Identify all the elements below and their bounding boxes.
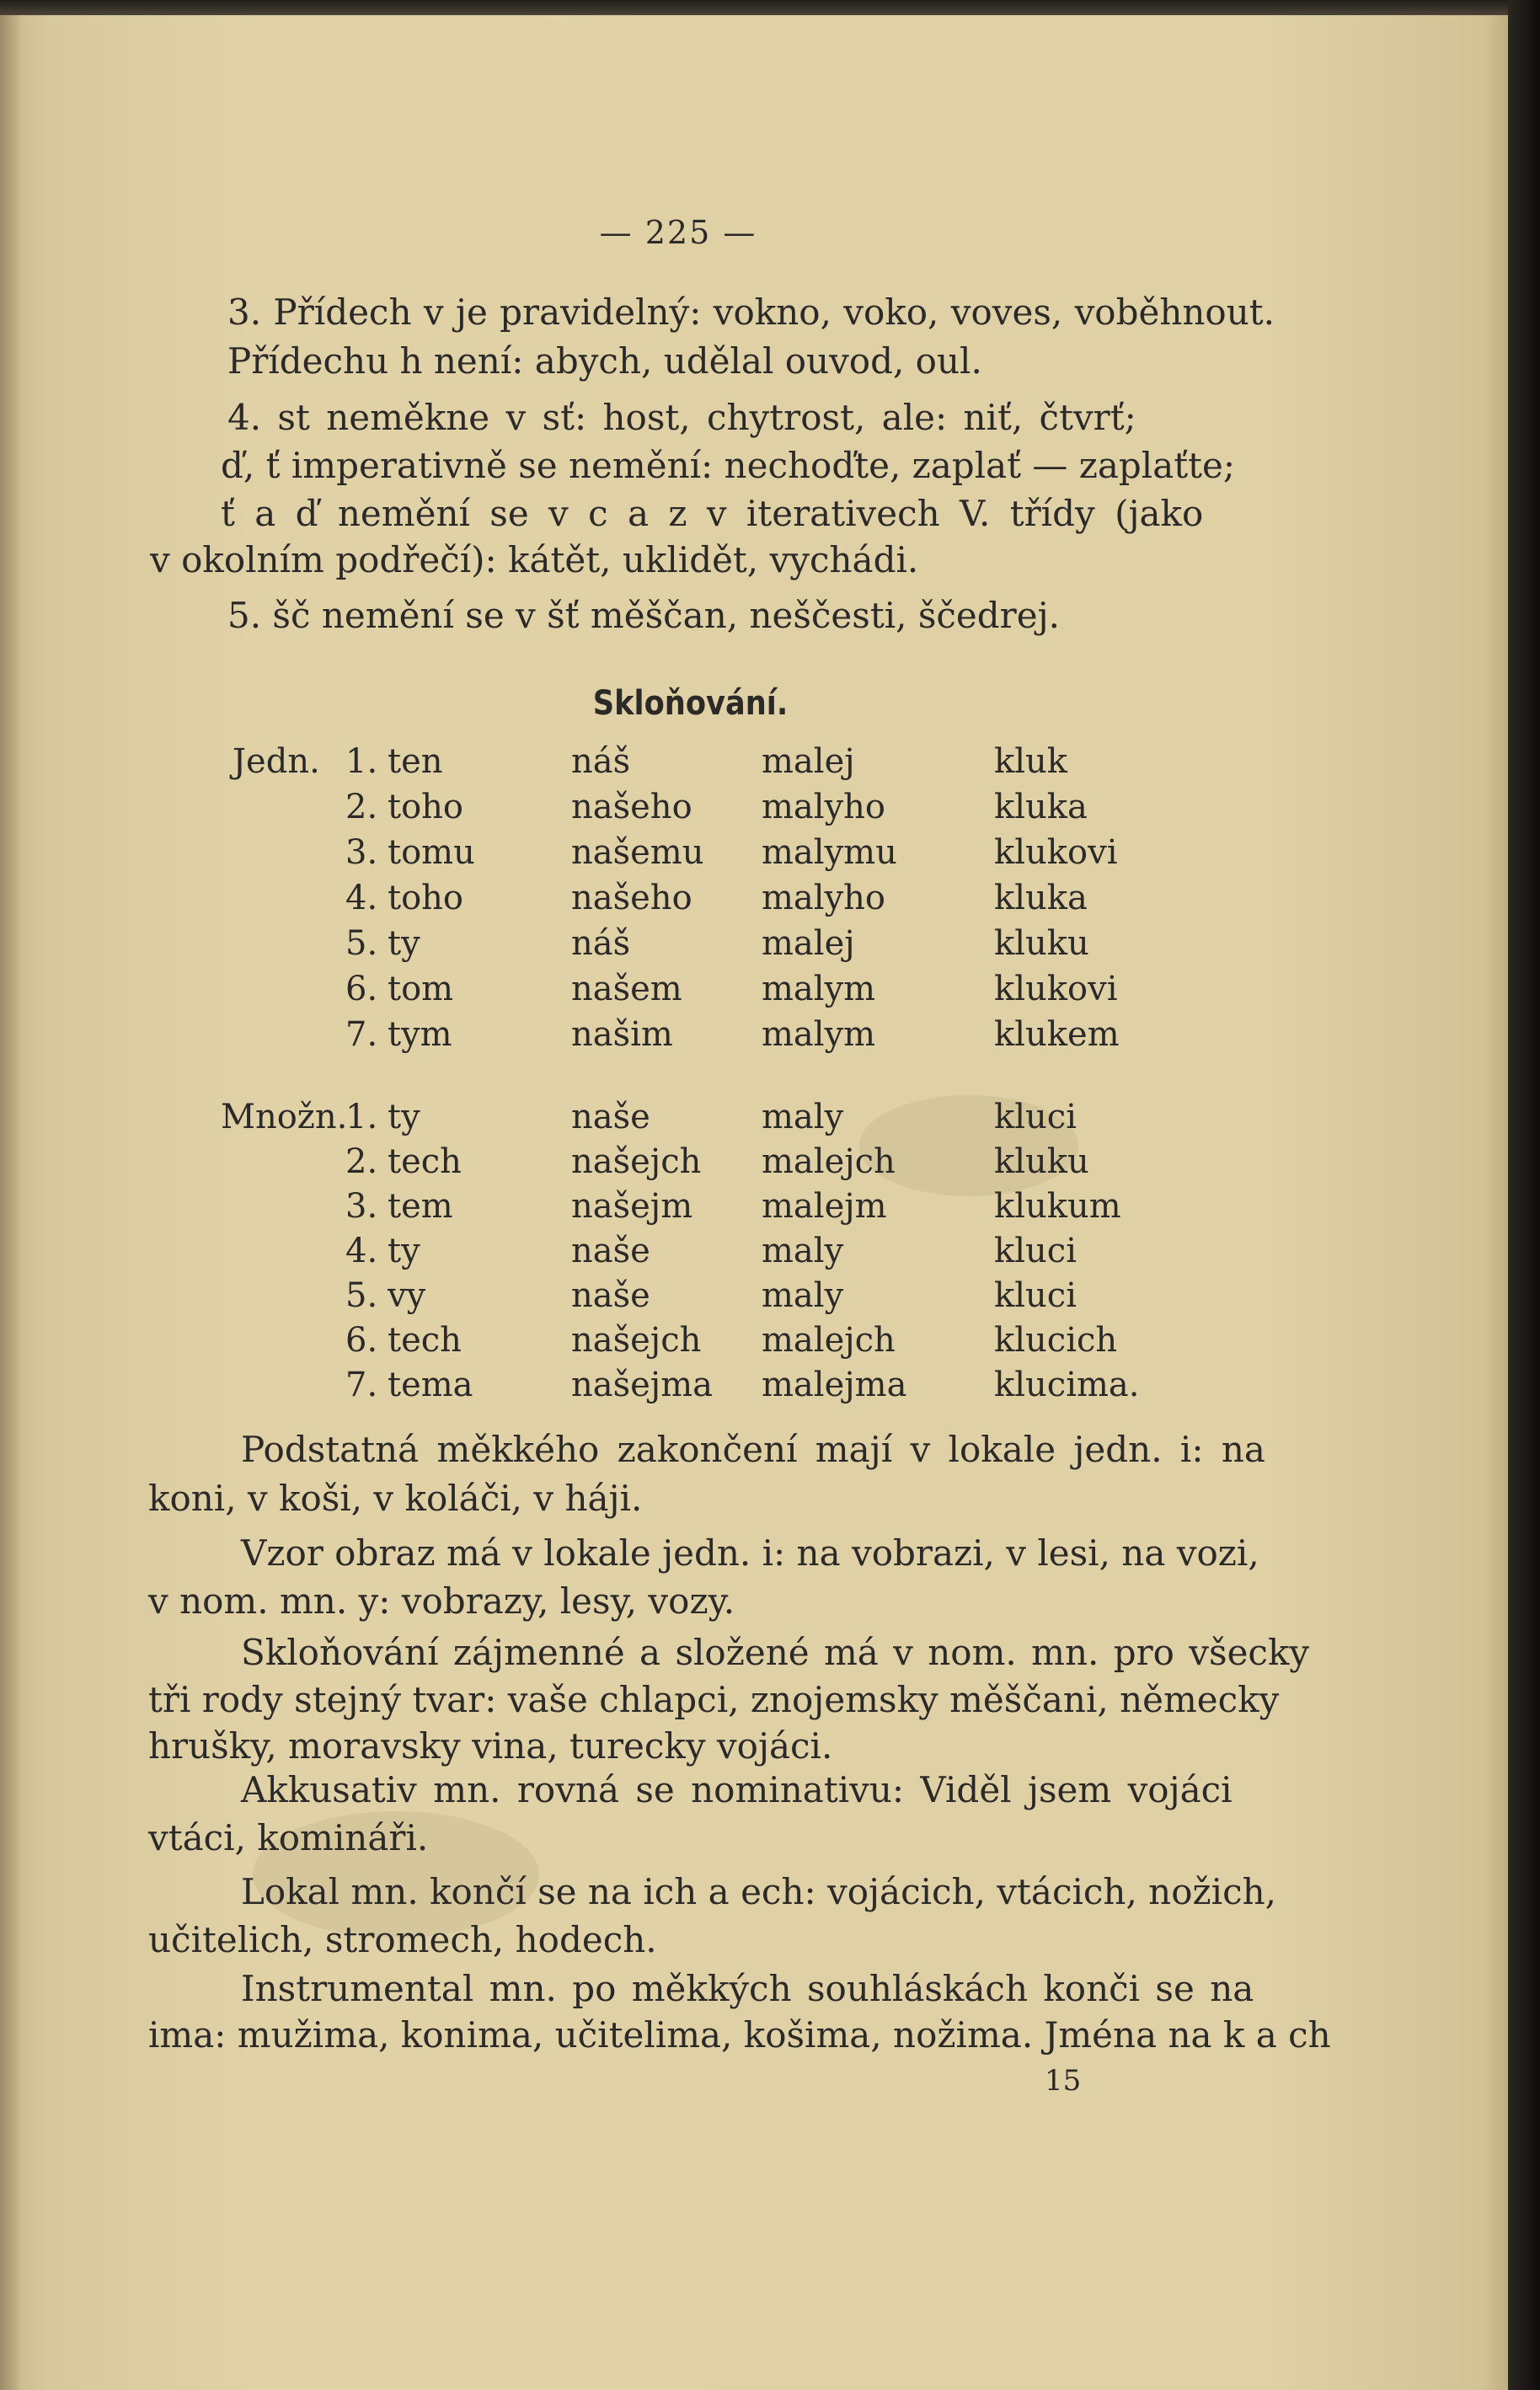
plural-pronoun-ten-cell: tem — [388, 1187, 453, 1226]
plural-case-number-cell: 7. — [345, 1366, 378, 1404]
singular-noun-kluk-cell: klukem — [994, 1015, 1120, 1054]
plural-pronoun-nas-cell: naše — [571, 1232, 650, 1270]
text-line: koni, v koši, v koláči, v háji. — [148, 1478, 643, 1519]
section-heading: Skloňování. — [592, 684, 789, 723]
singular-case-number-cell: 3. — [345, 833, 378, 872]
text-line: Akkusativ mn. rovná se nominativu: Viděl jsem vojáci — [241, 1769, 1233, 1810]
singular-case-number-cell: 6. — [345, 970, 378, 1008]
plural-adjective-malej-cell: maly — [762, 1276, 844, 1315]
plural-adjective-malej-cell: maly — [762, 1098, 844, 1136]
text-line: Skloňování zájmenné a složené má v nom. mn. pro všecky — [241, 1632, 1310, 1673]
plural-noun-kluk-cell: klucima. — [994, 1366, 1140, 1404]
singular-adjective-malej-cell: malyho — [762, 788, 886, 826]
singular-pronoun-nas-cell: našemu — [571, 833, 704, 872]
plural-case-number-cell: 1. — [345, 1098, 378, 1136]
text-line: vtáci, komináři. — [148, 1817, 429, 1858]
plural-adjective-malej-cell: malejma — [762, 1366, 907, 1404]
text-line: v okolním podřečí): kátět, uklidět, vychádi. — [150, 539, 919, 580]
plural-case-number-cell: 2. — [345, 1142, 378, 1181]
singular-case-number-cell: 7. — [345, 1015, 378, 1054]
singular-noun-kluk-cell: klukovi — [994, 833, 1118, 872]
plural-case-number-cell: 3. — [345, 1187, 378, 1226]
plural-pronoun-ten-cell: ty — [388, 1232, 420, 1270]
text-line: v nom. mn. y: vobrazy, lesy, vozy. — [148, 1580, 735, 1622]
singular-pronoun-nas-cell: náš — [571, 742, 631, 781]
page-number: — 225 — — [599, 214, 757, 251]
singular-adjective-malej-cell: malyho — [762, 879, 886, 917]
singular-adjective-malej-cell: malym — [762, 970, 876, 1008]
text-line: Vzor obraz má v lokale jedn. i: na vobrazi, v lesi, na vozi, — [241, 1532, 1259, 1574]
singular-case-number-cell: 4. — [345, 879, 378, 917]
text-line: hrušky, moravsky vina, turecky vojáci. — [148, 1725, 833, 1767]
singular-pronoun-ten-cell: tym — [388, 1015, 452, 1054]
plural-pronoun-ten-cell: vy — [388, 1276, 426, 1315]
singular-pronoun-ten-cell: toho — [388, 788, 463, 826]
text-line: Přídechu h není: abych, udělal ouvod, oul. — [227, 340, 982, 382]
singular-noun-kluk-cell: kluku — [994, 924, 1089, 963]
text-line: 4. st neměkne v sť: host, chytrost, ale: niť, čtvrť; — [227, 397, 1136, 438]
page-top-edge — [0, 0, 1540, 15]
plural-noun-kluk-cell: kluku — [994, 1142, 1089, 1181]
plural-pronoun-nas-cell: naše — [571, 1276, 650, 1315]
text-line: ima: mužima, konima, učitelima, košima, nožima. Jména na k a ch — [148, 2014, 1331, 2056]
singular-pronoun-nas-cell: našeho — [571, 879, 692, 917]
singular-noun-kluk-cell: kluka — [994, 788, 1088, 826]
singular-noun-kluk-cell: kluk — [994, 742, 1068, 781]
plural-adjective-malej-cell: malejm — [762, 1187, 887, 1226]
singular-pronoun-ten-cell: ten — [388, 742, 443, 781]
singular-pronoun-nas-cell: našim — [571, 1015, 673, 1054]
singular-pronoun-nas-cell: našeho — [571, 788, 692, 826]
plural-noun-kluk-cell: klukum — [994, 1187, 1121, 1226]
singular-pronoun-ten-cell: toho — [388, 879, 463, 917]
plural-pronoun-nas-cell: našejch — [571, 1142, 702, 1181]
singular-pronoun-ten-cell: ty — [388, 924, 420, 963]
singular-adjective-malej-cell: malej — [762, 924, 855, 963]
binding-shadow — [0, 15, 22, 2390]
plural-adjective-malej-cell: malejch — [762, 1321, 896, 1360]
plural-pronoun-nas-cell: našejma — [571, 1366, 713, 1404]
plural-case-number-cell: 4. — [345, 1232, 378, 1270]
plural-adjective-malej-cell: maly — [762, 1232, 844, 1270]
plural-noun-kluk-cell: kluci — [994, 1232, 1077, 1270]
text-line: 3. Přídech v je pravidelný: vokno, voko, voves, voběhnout. — [227, 291, 1275, 333]
plural-pronoun-ten-cell: tech — [388, 1142, 462, 1181]
plural-noun-kluk-cell: kluci — [994, 1276, 1077, 1315]
text-line: učitelich, stromech, hodech. — [148, 1919, 657, 1960]
singular-pronoun-ten-cell: tomu — [388, 833, 475, 872]
number-label-singular: Jedn. — [233, 742, 320, 781]
singular-adjective-malej-cell: malej — [762, 742, 855, 781]
text-line: Instrumental mn. po měkkých souhláskách konči se na — [241, 1968, 1254, 2009]
plural-pronoun-ten-cell: tema — [388, 1366, 473, 1404]
plural-pronoun-nas-cell: našejm — [571, 1187, 693, 1226]
singular-case-number-cell: 2. — [345, 788, 378, 826]
singular-case-number-cell: 1. — [345, 742, 378, 781]
plural-case-number-cell: 6. — [345, 1321, 378, 1360]
text-line: 5. šč nemění se v šť měščan, neščesti, ščedrej. — [227, 595, 1060, 636]
singular-case-number-cell: 5. — [345, 924, 378, 963]
text-line: Lokal mn. končí se na ich a ech: vojácich, vtácich, nožich, — [241, 1871, 1276, 1912]
plural-adjective-malej-cell: malejch — [762, 1142, 896, 1181]
page-right-edge — [1508, 0, 1540, 2390]
singular-noun-kluk-cell: klukovi — [994, 970, 1118, 1008]
plural-pronoun-nas-cell: naše — [571, 1098, 650, 1136]
signature-mark: 15 — [1045, 2064, 1082, 2098]
plural-noun-kluk-cell: kluci — [994, 1098, 1077, 1136]
plural-pronoun-ten-cell: tech — [388, 1321, 462, 1360]
singular-pronoun-nas-cell: našem — [571, 970, 682, 1008]
singular-adjective-malej-cell: malymu — [762, 833, 897, 872]
singular-pronoun-nas-cell: náš — [571, 924, 631, 963]
text-line: Podstatná měkkého zakončení mají v lokale jedn. i: na — [241, 1429, 1265, 1470]
singular-pronoun-ten-cell: tom — [388, 970, 454, 1008]
plural-pronoun-ten-cell: ty — [388, 1098, 420, 1136]
text-line: ť a ď nemění se v c a z v iterativech V. třídy (jako — [221, 493, 1204, 534]
number-label-plural: Množn. — [221, 1098, 348, 1136]
singular-adjective-malej-cell: malym — [762, 1015, 876, 1054]
plural-noun-kluk-cell: klucich — [994, 1321, 1118, 1360]
text-line: ď, ť imperativně se nemění: nechoďte, zaplať — zaplaťte; — [221, 445, 1236, 486]
singular-noun-kluk-cell: kluka — [994, 879, 1088, 917]
plural-case-number-cell: 5. — [345, 1276, 378, 1315]
text-line: tři rody stejný tvar: vaše chlapci, znojemsky měščani, německy — [148, 1679, 1280, 1720]
plural-pronoun-nas-cell: našejch — [571, 1321, 702, 1360]
